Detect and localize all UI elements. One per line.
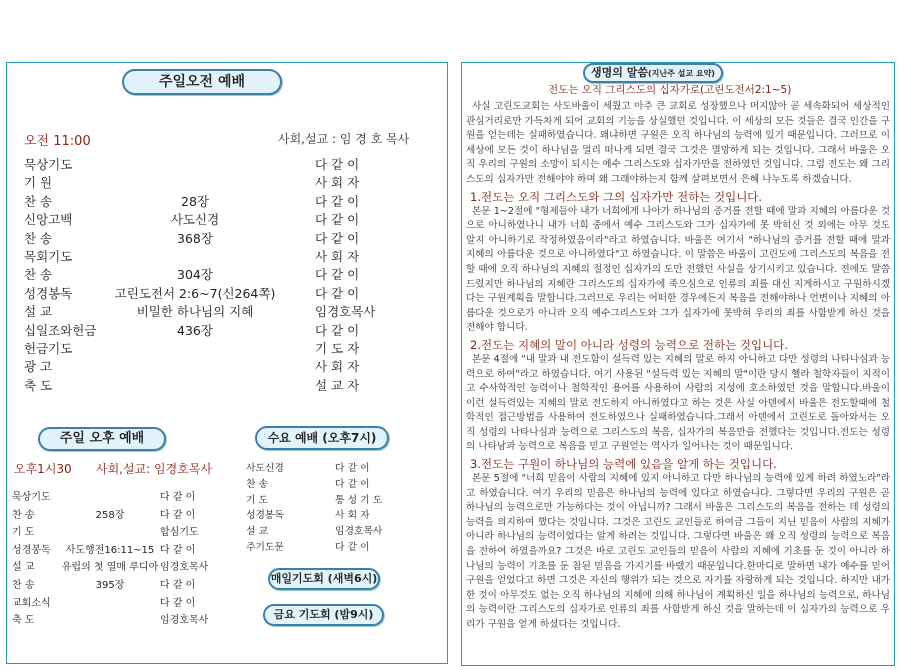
afternoon-leader: 다 같 이 <box>160 509 196 521</box>
friday-prayer-title: 금요 기도회 (밤9시) <box>263 604 384 626</box>
sermon-subtitle: 전도는 오직 그리스도의 십자가로(고린도전서2:1~5) <box>548 84 792 96</box>
morning-item: 신앙고백 <box>24 212 73 228</box>
morning-item: 성경봉독 <box>24 285 73 301</box>
section-heading-3: 3.전도는 구원이 하나님의 능력에 있음을 알게 하는 것입니다. <box>470 457 777 472</box>
afternoon-detail: 사도행전16:11~15 <box>65 544 155 556</box>
afternoon-service-title: 주일 오후 예배 <box>38 427 166 451</box>
afternoon-leader: 임경호목사 <box>160 562 209 574</box>
morning-detail: 고린도전서 2:6~7(신264쪽) <box>114 285 276 301</box>
morning-leader: 다 같 이 <box>315 212 360 228</box>
afternoon-leader: 다 같 이 <box>160 597 196 609</box>
sermon-title-main: 생명의 말씀 <box>591 66 648 79</box>
morning-leader: 다 같 이 <box>315 157 360 172</box>
morning-item: 헌금기도 <box>24 341 73 356</box>
afternoon-item: 기 도 <box>12 527 35 539</box>
sermon-body <box>466 100 890 633</box>
morning-leader: 다 같 이 <box>315 285 360 301</box>
section-heading-2: 2.전도는 지혜의 말이 아니라 성령의 능력으로 전하는 것입니다. <box>470 337 788 352</box>
order-of-worship-panel <box>6 62 448 664</box>
afternoon-leader: 임경호목사 <box>160 615 209 627</box>
morning-detail: 사도신경 <box>170 212 220 228</box>
afternoon-preacher: 사회,설교: 임경호목사 <box>96 462 213 476</box>
afternoon-item: 찬 송 <box>12 580 35 591</box>
section-paragraph-3: 본문 5절에 "너희 믿음이 사람의 지혜에 있지 아니하고 다만 하나님의 능력에 있게 하려 하였노라"라고 하였습니다. 여기 우리의 믿음은 하나님의 능력에 있다고 하였습니다. 그렇다면 우리의 구원은 곧 하나님의 능력으로만 가능하다는 것이 아닙니까? 그래서 바울은 그리스도의 복음을 전하는 데 성령의 능력을 의지하여 했다는 것입니다. 그것은 고린도 교인들로 하여금 그들이 지닌 믿음이 사람의 지혜가 아니라 하나님의 능력이었다는 알게 하려는 것입니다. 그렇다면 바울은 왜 오직 성령의 능력으로 복음을 전하여 하였을까요? 그것은 바로 고린도 교인들의 믿음이 사람의 지혜에 기초를 둔 것이 아니라 하나님의 능력이 기초를 둔 참된 믿음을 가지기를 바랬기 때문입니다.한마디로 말하면 내가 예수를 믿어 구원을 얻었다고 하면 그것은 자신의 행위가 되는 것으로 자기를 자랑하게 되는 것입니다. 하지만 내가 한 것이 아무것도 없는 오직 하나님의 지혜에 의해 하나님이 계획하신 일을 하나님의 능력으로, 하나님의 능력이란 그리스도의 십자가로 인류의 죄를 사함받게 하신 것을 말하는데 이 십자가의 능력으로 우리가 구원을 얻게 하셨다는 것입니다. <box>466 473 890 630</box>
morning-service-title: 주일오전 예배 <box>122 69 282 95</box>
morning-leader: 설 교 자 <box>315 377 360 393</box>
wednesday-item: 주기도문 <box>246 542 284 553</box>
morning-item: 찬 송 <box>24 193 53 209</box>
afternoon-leader: 다 같 이 <box>160 544 196 556</box>
afternoon-detail: 395장 <box>95 580 125 591</box>
morning-leader: 다 같 이 <box>315 267 360 283</box>
morning-item: 찬 송 <box>24 230 53 246</box>
wednesday-item: 성경봉독 <box>246 510 284 522</box>
morning-item: 목회기도 <box>24 249 73 264</box>
afternoon-leader: 합심기도 <box>160 527 199 539</box>
morning-leader: 사 회 자 <box>315 359 360 375</box>
morning-detail: 28장 <box>181 193 209 209</box>
morning-leader: 다 같 이 <box>315 230 360 246</box>
wednesday-item: 기 도 <box>246 494 269 506</box>
afternoon-item: 설 교 <box>12 562 35 574</box>
morning-time: 오전 11:00 <box>24 134 91 149</box>
morning-leader: 기 도 자 <box>315 341 360 356</box>
morning-leader: 사 회 자 <box>315 249 360 264</box>
wednesday-leader: 다 같 이 <box>335 542 370 553</box>
morning-detail: 368장 <box>177 230 213 246</box>
afternoon-leader: 다 같 이 <box>160 492 196 503</box>
afternoon-item: 성경봉독 <box>12 544 51 556</box>
morning-detail: 304장 <box>177 267 213 283</box>
wednesday-leader: 다 같 이 <box>335 478 370 490</box>
afternoon-item: 묵상기도 <box>12 492 51 503</box>
afternoon-detail: 258장 <box>95 509 125 521</box>
section-paragraph-2: 본문 4절에 "내 말과 내 전도함이 설득력 있는 지혜의 말로 하지 아니하고 다만 성령의 나타나심과 능력으로 하여"라고 하였습니다. 여기 사용된 "설득력 있는 지혜의 말"이란 당시 헬라 철학자들이 지적이고 수사학적인 능력이나 철학적인 용어를 사용하여 사람의 지성에 호소하였던 것을 말합니다.바울이 이런 설득력있는 지혜의 말로 전도하지 아니하였다고 하는 것은 사실 아덴에서 바울은 전도할때에 철학적인 접근방법을 사용하여 전도하였으나 실패하였습니다.그래서 아덴에서 고린도로 돌아와서는 오직 성령의 나타나심과 능력으로 그리스도의 복음, 십자가의 복음만을 전했다는 것입니다.전도는 성령의 나타남과 능력으로 복음을 믿고 구원얻는 역사가 일어나는 것이 때문입니다. <box>466 353 890 453</box>
sermon-title-sub: (지난주 설교 요약) <box>647 69 715 78</box>
morning-leader: 사 회 자 <box>315 175 360 191</box>
section-paragraph-1: 본문 1~2절에 "형제들아 내가 너희에게 나아가 하나님의 증거를 전할 때에 말과 지혜의 아름다운 것으로 아니하였나니 내가 너희 중에서 예수 그리스도와 그가 십자가에 못 박히신 것 외에는 아무 것도 알지 아니하기로 작정하였음이라"라고 하였습니다. 바울은 여기서 "하나님의 증거를 전할 때에 말과 지혜의 아름다운 것으로 아니하였다"고 하였습니다. 이 말씀은 바울이 고린도에 그리스도의 복음을 전할 때에 오직 하나님의 지혜의 절정인 십자가의 도만 전했던 사실을 상기시키고 있습니다. 전에도 말씀드렸지만 하나님의 지혜란 그리스도의 십자가에 죽으심으로 인류의 죄를 대신 지게하시고 구원하시겠다는 구원계획을 말합니다.그러므로 우리는 어떠한 경우에든지 복음을 전해야하나 언변이나 지혜의 아름다운 것으로가 아니라 오직 예수그리스도와 그가 십자가에 못박혀 우리의 죄를 사함받게 하신 것을 전해야 합니다. <box>466 205 890 334</box>
morning-leader: 다 같 이 <box>315 193 360 209</box>
morning-item: 기 원 <box>24 175 53 191</box>
wednesday-service-title: 수요 예배 (오후7시) <box>255 426 389 450</box>
afternoon-item: 축 도 <box>12 615 35 627</box>
wednesday-leader: 다 같 이 <box>335 463 370 474</box>
wednesday-item: 설 교 <box>246 526 269 538</box>
morning-item: 찬 송 <box>24 267 53 283</box>
sermon-title-badge <box>583 63 723 83</box>
afternoon-detail: 유럽의 첫 열매 루디아 <box>61 562 159 574</box>
afternoon-time: 오후1시30 <box>14 462 72 476</box>
morning-item: 설 교 <box>24 304 53 320</box>
morning-item: 묵상기도 <box>24 157 73 172</box>
wednesday-leader: 통 성 기 도 <box>335 494 383 506</box>
daily-prayer-title: 매일기도회 (새벽6시) <box>268 568 380 590</box>
wednesday-leader: 임경호목사 <box>335 526 383 538</box>
morning-item: 광 고 <box>24 359 53 375</box>
morning-detail: 비밀한 하나님의 지혜 <box>136 304 254 320</box>
afternoon-item: 찬 송 <box>12 509 35 521</box>
afternoon-leader: 다 같 이 <box>160 580 196 591</box>
intro-paragraph: 사실 고린도교회는 사도바울이 세웠고 아주 큰 교회로 성장했으나 머지않아 곧 세속화되어 세상적인 관심거리로만 가득차게 되어 교회의 기능을 상실했던 것입니다. 이 세상의 모든 것들은 결국 인간을 구원을 얻는데는 실패하였습니다. 왜냐하면 구원은 오직 하나님의 능력에 있기 때문입니다. 그러므로 이 세상에 모든 것이 하나님을 멀리 떠나게 되면 결국 그것은 멸망하게 되는 것입니다. 그래서 바울은 오직 우리의 구원의 소망이 되시는 예수 그리스도와 십자가만을 전하였던 것입니다. 그럼 전도는 왜 그리스도의 십자가만 전해야야 하며 왜 그래야하는지 함께 살펴보면서 은혜 나누도록 하겠습니다. <box>466 101 890 185</box>
morning-leader: 다 같 이 <box>315 322 360 338</box>
wednesday-leader: 사 회 자 <box>335 510 370 522</box>
wednesday-item: 찬 송 <box>246 478 269 490</box>
morning-item: 축 도 <box>24 377 53 393</box>
afternoon-item: 교회소식 <box>12 597 51 609</box>
morning-item: 십일조와헌금 <box>24 322 97 338</box>
morning-preacher: 사회,설교 : 임 경 호 목사 <box>278 132 410 146</box>
morning-detail: 436장 <box>177 322 213 338</box>
morning-leader: 임경호목사 <box>315 304 376 320</box>
wednesday-item: 사도신경 <box>246 463 284 474</box>
section-heading-1: 1.전도는 오직 그리스도와 그의 십자가만 전하는 것입니다. <box>470 189 763 204</box>
